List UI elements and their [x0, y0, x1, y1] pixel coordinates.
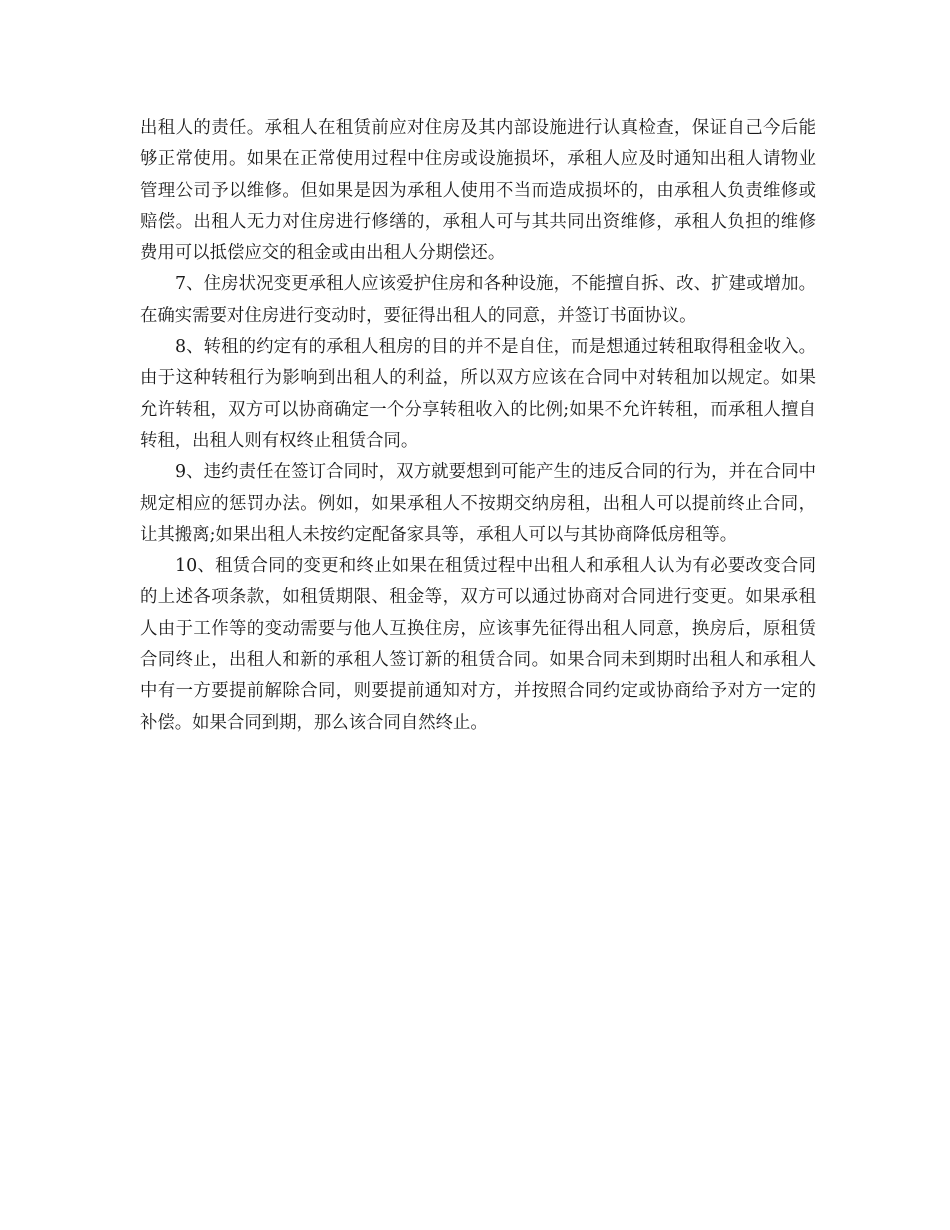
- document-body: [140, 113, 816, 739]
- paragraph-10-modification-termination: 10、租赁合同的变更和终止如果在租赁过程中出租人和承租人认为有必要改变合同的上述各项条款，如租赁期限、租金等，双方可以通过协商对合同进行变更。如果承租人由于工作等的变动需要与他人互换住房，应该事先征得出租人同意，换房后，原租赁合同终止，出租人和新的承租人签订新的租赁合同。如果合同未到期时出租人和承租人中有一方要提前解除合同，则要提前通知对方，并按照合同约定或协商给予对方一定的补偿。如果合同到期，那么该合同自然终止。: [140, 556, 816, 733]
- paragraph-8-sublease: 8、转租的约定有的承租人租房的目的并不是自住，而是想通过转租取得租金收入。由于这种转租行为影响到出租人的利益，所以双方应该在合同中对转租加以规定。如果允许转租，双方可以协商确定一个分享转租收入的比例;如果不允许转租，而承租人擅自转租，出租人则有权终止租赁合同。: [140, 337, 816, 451]
- paragraph-7-housing-changes: 7、住房状况变更承租人应该爱护住房和各种设施，不能擅自拆、改、扩建或增加。在确实需要对住房进行变动时，要征得出租人的同意，并签订书面协议。: [140, 274, 816, 326]
- paragraph-landlord-responsibility: 出租人的责任。承租人在租赁前应对住房及其内部设施进行认真检查，保证自己今后能够正常使用。如果在正常使用过程中住房或设施损坏，承租人应及时通知出租人请物业管理公司予以维修。但如果是因为承租人使用不当而造成损坏的，由承租人负责维修或赔偿。出租人无力对住房进行修缮的，承租人可与其共同出资维修，承租人负担的维修费用可以抵偿应交的租金或由出租人分期偿还。: [140, 118, 816, 264]
- paragraph-9-breach-liability: 9、违约责任在签订合同时，双方就要想到可能产生的违反合同的行为，并在合同中规定相应的惩罚办法。例如，如果承租人不按期交纳房租，出租人可以提前终止合同，让其搬离;如果出租人未按约定配备家具等，承租人可以与其协商降低房租等。: [140, 462, 816, 545]
